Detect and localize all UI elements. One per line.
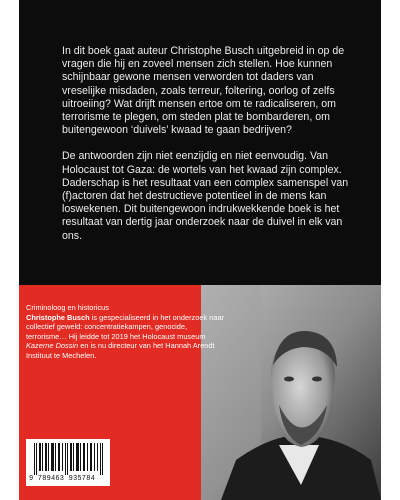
bio-end: en is nu directeur van het Hannah Arendt Instituut te Mechelen. bbox=[26, 341, 215, 360]
author-photo bbox=[201, 285, 381, 500]
isbn-barcode bbox=[26, 439, 110, 486]
author-name: Christophe Busch bbox=[26, 312, 90, 322]
blurb-paragraph-1: In dit boek gaat auteur Christophe Busch uitgebreid in op de vragen die hij en zoveel mensen zich stellen. Hoe kunnen schijnbaar gewone mensen verworden tot daders van vreselijke misdaden, zoals terreur, foltering, oorlog of zelfs uitroeiing? Wat drijft mensen ertoe om te radicaliseren, om terrorisme te plegen, om steden plat te bombarderen, om buitengewoon ‘duivels’ kwaad te gaan bedrijven? bbox=[62, 45, 345, 137]
blurb-text bbox=[62, 45, 354, 243]
museum-name: Kazerne Dossin bbox=[26, 341, 79, 351]
isbn-number: 9 789463 935784 bbox=[29, 475, 96, 483]
author-bio bbox=[26, 303, 226, 361]
blurb-paragraph-2: De antwoorden zijn niet eenzijdig en niet eenvoudig. Van Holocaust tot Gaza: de wortels van het kwaad zijn complex. Daderschap is het resultaat van een complex samenspel van (f)actoren dat het destructieve potentieel in de mens kan loswekenen. Dit buitengewoon indrukwekkende boek is het resultaat van dertig jaar onderzoek naar de duivel in elk van ons. bbox=[62, 150, 349, 242]
barcode-icon bbox=[34, 443, 104, 475]
book-back-cover bbox=[19, 0, 381, 500]
bio-intro: Criminoloog en historicus bbox=[26, 303, 109, 312]
bio-middle: is gespecialiseerd in het onderzoek naar collectief geweld: concentratiekampen, genocide, terrorisme… Hij leidde tot 2019 het Holocaust museum bbox=[26, 312, 225, 341]
